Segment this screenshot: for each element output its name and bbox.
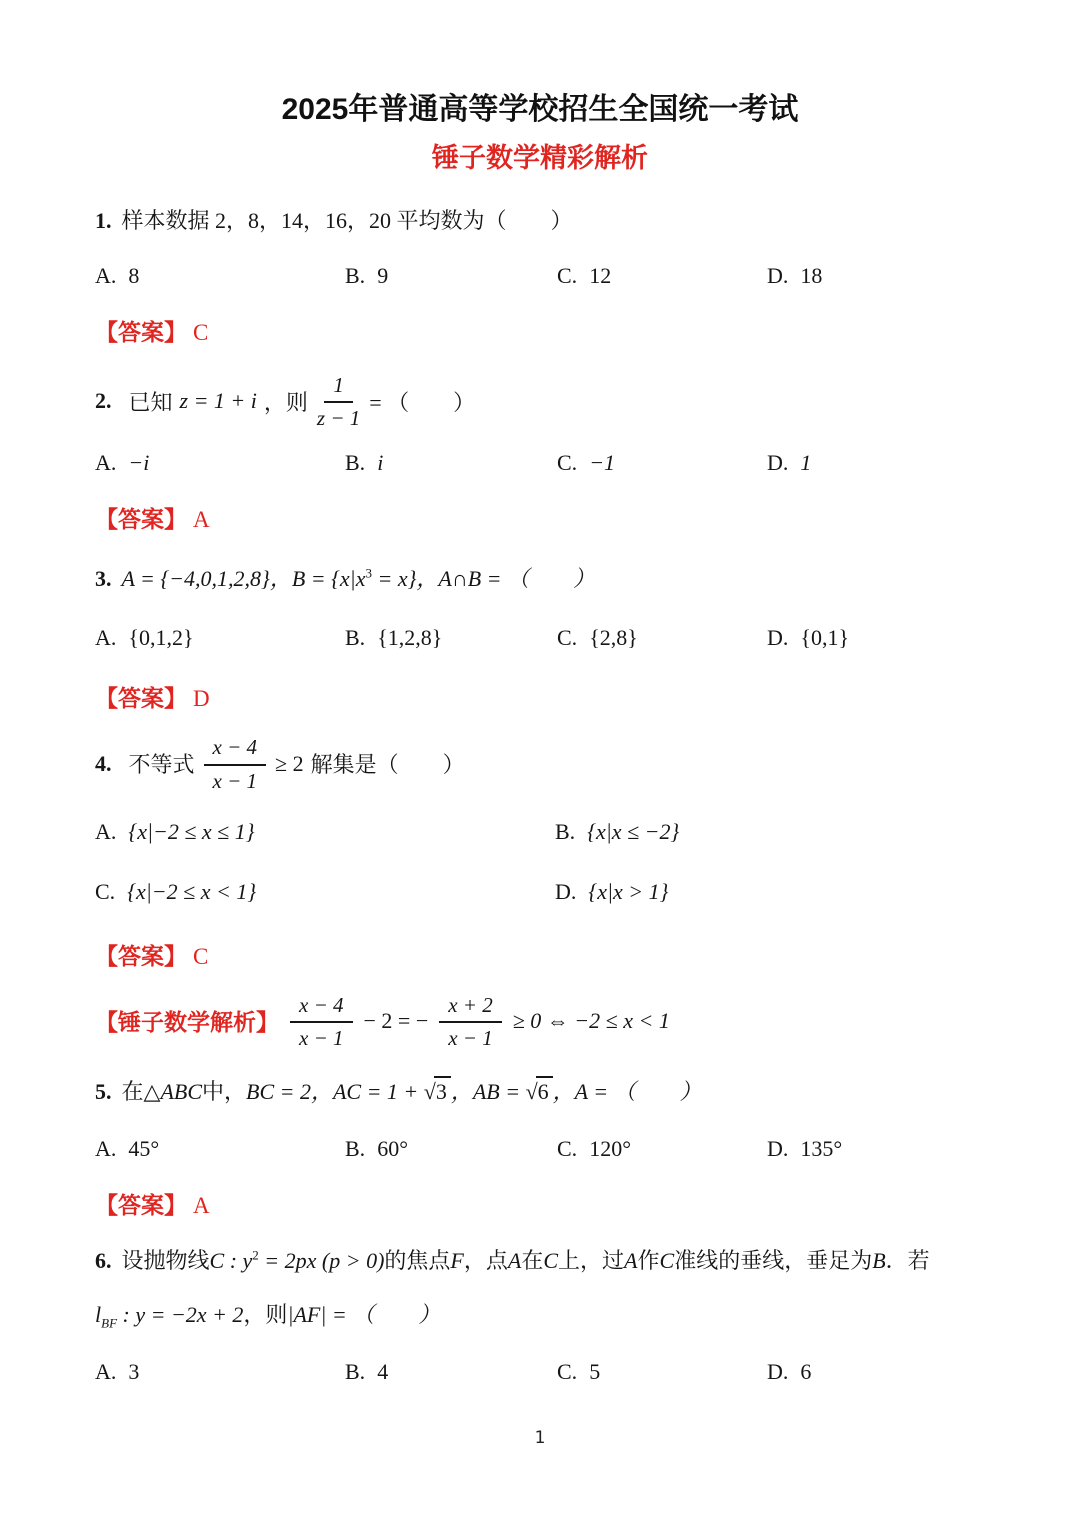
option-a: [95, 622, 345, 654]
option-value: 18: [800, 263, 823, 288]
page-number: 1: [534, 1428, 546, 1448]
fraction-denominator: x − 1: [212, 768, 258, 793]
answer-letter: C: [193, 943, 209, 969]
question-2-stem: [95, 371, 985, 431]
option-b: [345, 622, 557, 654]
question-5-answer: [95, 1189, 985, 1222]
option-b: [555, 814, 985, 850]
question-6-math: A: [507, 1248, 522, 1274]
question-2-math: = （ ）: [369, 389, 476, 415]
question-4-analysis: [95, 991, 985, 1051]
option-c: [557, 260, 767, 292]
exponent: 3: [365, 566, 372, 582]
option-label: A.: [95, 450, 117, 476]
option-d: [767, 622, 985, 654]
option-value: −i: [128, 450, 150, 476]
option-c: [557, 447, 767, 479]
option-label: D.: [767, 263, 789, 288]
answer-letter: A: [193, 1193, 210, 1219]
fraction-numerator: x + 2: [439, 991, 502, 1023]
option-label: A.: [95, 818, 117, 844]
analysis-math: ≥ 0 ⇔ −2 ≤ x < 1: [512, 1007, 670, 1033]
question-4-options: [95, 814, 985, 910]
question-6-text: ，则: [243, 1302, 288, 1328]
question-6-math: C : y: [209, 1248, 253, 1274]
option-label: C.: [95, 878, 116, 904]
question-2-math: z = 1 + i: [179, 388, 257, 414]
analysis-label: 【锤子数学解析】: [95, 1009, 279, 1036]
question-1-text: 样本数据: [121, 208, 210, 233]
question-3-math: A = {−4,0,1,2,8}，B = {x|x: [121, 566, 366, 592]
option-value: 9: [377, 263, 389, 288]
answer-label: 【答案】: [95, 506, 187, 533]
option-c: [95, 874, 555, 910]
question-6-text: 上，过: [558, 1248, 625, 1274]
option-a: [95, 1356, 345, 1388]
option-value: 60°: [377, 1136, 408, 1162]
question-2-answer: [95, 503, 985, 536]
question-5-options: [95, 1133, 985, 1165]
question-4-text: 解集是（ ）: [310, 752, 465, 778]
analysis-math: − 2 = −: [363, 1007, 429, 1033]
option-a: [95, 814, 555, 850]
option-c: [557, 1356, 767, 1388]
question-5-text: 中，: [202, 1079, 247, 1105]
question-5-math: BC = 2，AC = 1 +: [246, 1079, 419, 1105]
sqrt-expression: [526, 1075, 553, 1109]
question-6-math: C: [659, 1248, 675, 1274]
option-b: [345, 1356, 557, 1388]
answer-label: 【答案】: [95, 319, 187, 345]
option-label: D.: [555, 878, 577, 904]
option-value: {x|−2 ≤ x < 1}: [127, 878, 257, 904]
option-value: 6: [800, 1359, 812, 1385]
option-label: D.: [767, 450, 789, 476]
option-d: [767, 1133, 985, 1165]
option-label: B.: [345, 1136, 366, 1162]
option-a: [95, 1133, 345, 1165]
fraction: [317, 371, 360, 431]
option-label: B.: [345, 1359, 366, 1385]
option-a: [95, 260, 345, 292]
option-label: D.: [767, 1359, 789, 1385]
question-1-options: [95, 260, 985, 292]
option-label: C.: [557, 625, 578, 651]
question-6-text: 准线的垂线，垂足为: [674, 1248, 873, 1274]
option-label: C.: [557, 450, 578, 476]
question-3-options: [95, 622, 985, 654]
triangle-icon: △: [143, 1079, 161, 1105]
option-label: C.: [557, 1359, 578, 1385]
option-label: B.: [345, 450, 366, 476]
option-value: {2,8}: [589, 625, 638, 651]
radical-icon: √: [423, 1079, 436, 1105]
exponent: 2: [252, 1247, 259, 1263]
question-4-text: 不等式: [128, 752, 195, 778]
question-4-stem: [95, 733, 985, 793]
fraction-denominator: z − 1: [316, 406, 361, 431]
question-6-math: C: [543, 1248, 559, 1274]
answer-label: 【答案】: [95, 685, 187, 712]
answer-letter: A: [193, 507, 210, 533]
option-value: 5: [589, 1359, 601, 1385]
option-value: −1: [589, 450, 616, 476]
question-6-math: l: [95, 1302, 102, 1328]
fraction: [204, 733, 267, 793]
question-1-number: 1.: [95, 208, 112, 233]
option-value: 12: [589, 263, 612, 288]
question-6-text: 作: [637, 1248, 660, 1274]
option-d: [767, 447, 985, 479]
question-6-text: 设抛物线: [121, 1248, 210, 1274]
question-6-math: = 2px (p > 0): [264, 1248, 385, 1274]
option-label: A.: [95, 263, 117, 288]
question-6-text: ，点: [463, 1248, 508, 1274]
option-label: D.: [767, 1136, 789, 1162]
question-3-math: = x}，A∩B = （ ）: [372, 566, 596, 592]
radicand: 6: [536, 1076, 553, 1104]
page-subtitle: 锤子数学精彩解析: [432, 143, 648, 173]
option-d: [767, 260, 985, 292]
option-value: 8: [128, 263, 140, 288]
question-2-text: 已知: [128, 389, 173, 415]
fraction-numerator: x − 4: [290, 991, 353, 1023]
question-4-answer: [95, 940, 985, 973]
question-2-number: 2.: [95, 388, 112, 414]
question-6-math: B: [872, 1248, 886, 1274]
question-5-number: 5.: [95, 1079, 112, 1105]
question-1-values: 2，8，14，16，20: [215, 208, 392, 233]
question-4-number: 4.: [95, 750, 112, 776]
option-label: D.: [767, 625, 789, 651]
question-5-text: 在: [121, 1079, 144, 1105]
question-5-math: ，AB =: [450, 1079, 521, 1105]
page-title: 2025年普通高等学校招生全国统一考试: [281, 93, 799, 126]
question-6-text: 的焦点: [384, 1248, 451, 1274]
option-label: B.: [345, 625, 366, 651]
question-6-math: : y = −2x + 2: [122, 1302, 244, 1328]
option-label: A.: [95, 625, 117, 651]
sqrt-expression: [424, 1075, 451, 1109]
option-value: {0,1}: [800, 625, 850, 651]
question-6-math: F: [450, 1248, 464, 1274]
question-5-math: ABC: [160, 1079, 202, 1105]
option-label: C.: [557, 263, 578, 288]
option-value: 1: [800, 450, 812, 476]
option-d: [555, 874, 985, 910]
question-2-options: [95, 447, 985, 479]
option-value: {x|x > 1}: [588, 878, 669, 904]
question-6-options: [95, 1356, 985, 1388]
question-5-stem: [95, 1075, 985, 1109]
option-b: [345, 260, 557, 292]
option-value: {x|x ≤ −2}: [587, 818, 680, 844]
option-label: B.: [345, 263, 366, 288]
fraction: [290, 991, 353, 1051]
question-1-text: 平均数为（ ）: [396, 208, 573, 233]
option-value: 4: [377, 1359, 389, 1385]
question-6-stem-line2: [95, 1298, 985, 1332]
option-b: [345, 447, 557, 479]
option-d: [767, 1356, 985, 1388]
question-6-math: |AF| = （ ）: [287, 1302, 441, 1328]
answer-letter: C: [193, 320, 209, 345]
option-value: i: [377, 450, 384, 476]
option-value: 3: [128, 1359, 140, 1385]
answer-label: 【答案】: [95, 1192, 187, 1219]
option-value: 120°: [589, 1136, 631, 1162]
question-2-text: ，则: [263, 389, 308, 415]
question-6-math: A: [624, 1248, 638, 1274]
answer-letter: D: [193, 686, 210, 712]
option-b: [345, 1133, 557, 1165]
option-label: B.: [555, 818, 576, 844]
option-value: {x|−2 ≤ x ≤ 1}: [128, 818, 255, 844]
fraction: [439, 991, 502, 1051]
option-value: 45°: [128, 1136, 160, 1162]
subscript: BF: [101, 1315, 118, 1331]
question-1-answer: [95, 316, 985, 349]
option-label: A.: [95, 1359, 117, 1385]
option-c: [557, 622, 767, 654]
question-6-text: ．若: [885, 1248, 930, 1274]
fraction-denominator: x − 1: [448, 1025, 493, 1050]
option-value: {1,2,8}: [377, 625, 443, 651]
answer-label: 【答案】: [95, 942, 187, 969]
fraction-numerator: x − 4: [204, 733, 267, 765]
radicand: 3: [434, 1076, 451, 1104]
question-5-math: ，A = （ ）: [552, 1079, 702, 1105]
question-3-number: 3.: [95, 566, 112, 592]
option-label: A.: [95, 1136, 117, 1162]
option-a: [95, 447, 345, 479]
question-4-math: ≥ 2: [275, 750, 304, 776]
question-6-text: 在: [521, 1248, 544, 1274]
option-value: 135°: [800, 1136, 843, 1162]
question-6-number: 6.: [95, 1248, 112, 1274]
option-c: [557, 1133, 767, 1165]
option-value: {0,1,2}: [128, 625, 194, 651]
question-3-answer: [95, 682, 985, 715]
fraction-numerator: 1: [324, 371, 353, 403]
question-3-stem: [95, 562, 985, 596]
fraction-denominator: x − 1: [299, 1025, 344, 1050]
option-label: C.: [557, 1136, 578, 1162]
question-1-stem: [95, 204, 985, 238]
question-6-stem-line1: [95, 1244, 985, 1278]
radical-icon: √: [525, 1079, 538, 1105]
